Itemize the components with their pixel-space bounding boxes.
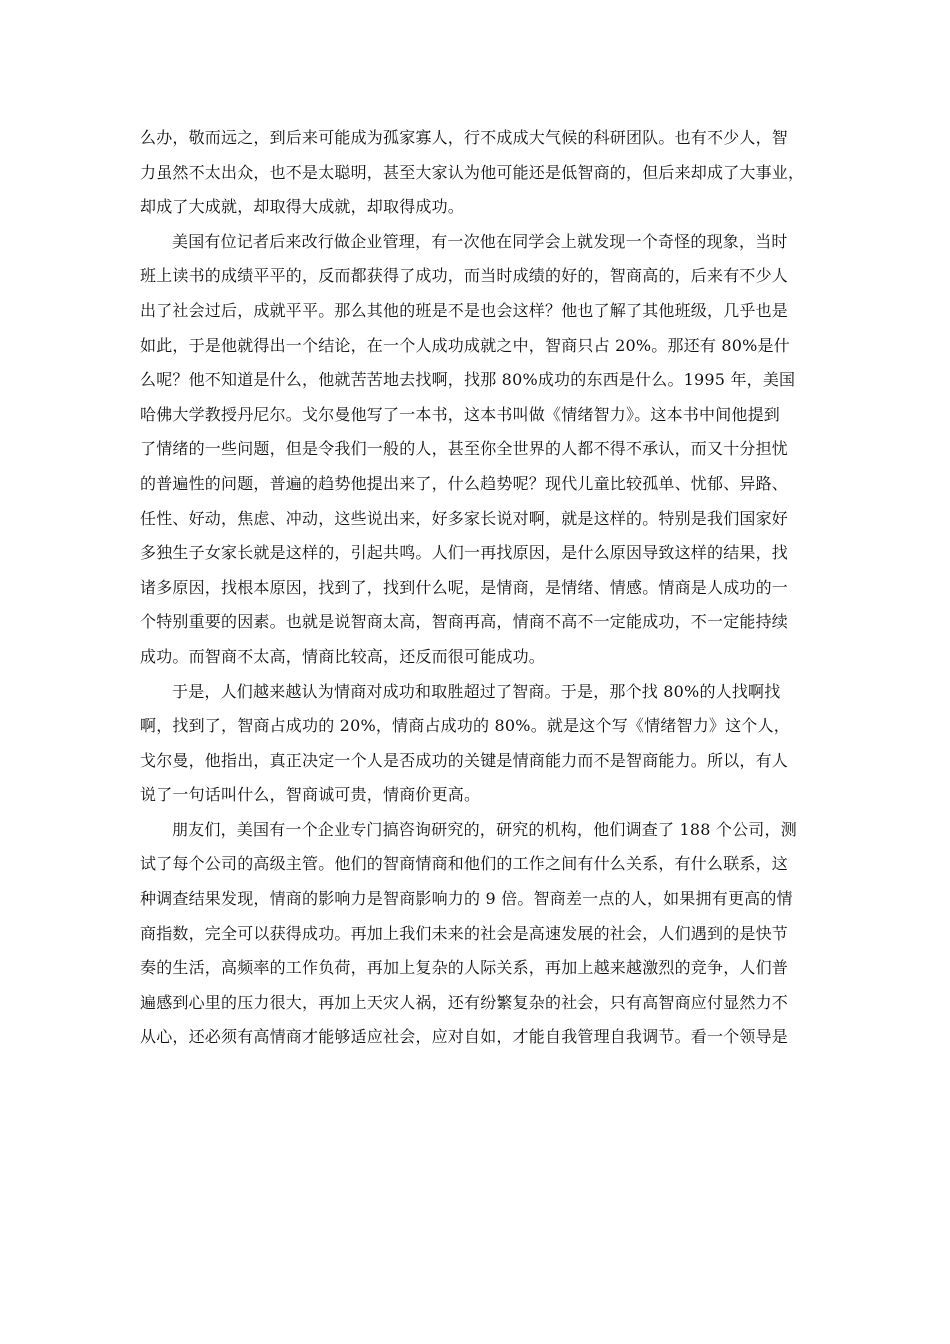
text-line: 遍感到心里的压力很大，再加上天灾人祸，还有纷繁复杂的社会，只有高智商应付显然力不 (140, 992, 789, 1012)
text-line: 种调查结果发现，情商的影响力是智商影响力的 9 倍。智商差一点的人，如果拥有更高的情 (140, 889, 793, 909)
text-line: 戈尔曼，他指出，真正决定一个人是否成功的关键是情商能力而不是智商能力。所以，有人 (140, 750, 789, 770)
text-line: 么办，敬而远之，到后来可能成为孤家寡人，行不成成大气候的科研团队。也有不少人，智 (140, 128, 789, 147)
paragraph-start-line: 于是，人们越来越认为情商对成功和取胜超过了智商。于是，那个找 80%的人找啊找 (172, 681, 781, 701)
text-line: 的普遍性的问题，普遍的趋势他提出来了，什么趋势呢？现代儿童比较孤单、忧郁、异路、 (140, 473, 789, 493)
text-line: 哈佛大学教授丹尼尔。戈尔曼他写了一本书，这本书叫做《情绪智力》。这本书中间他提到 (140, 404, 781, 424)
text-line: 了情绪的一些问题，但是令我们一般的人，甚至你全世界的人都不得不承认，而又十分担忧 (140, 439, 789, 459)
text-line: 商指数，完全可以获得成功。再加上我们未来的社会是高速发展的社会，人们遇到的是快节 (140, 923, 789, 943)
text-line: 出了社会过后，成就平平。那么其他的班是不是也会这样？他也了解了其他班级，几乎也是 (140, 300, 789, 320)
text-line: 任性、好动，焦虑、冲动，这些说出来，好多家长说对啊，就是这样的。特别是我们国家好 (140, 508, 789, 528)
text-line: 试了每个公司的高级主管。他们的智商情商和他们的工作之间有什么关系，有什么联系，这 (140, 854, 789, 874)
document-body (140, 121, 815, 1055)
text-line: 诸多原因，找根本原因，找到了，找到什么呢，是情商，是情绪、情感。情商是人成功的一 (140, 577, 789, 597)
text-line: 说了一句话叫什么，智商诚可贵，情商价更高。 (140, 785, 481, 805)
text-line: 如此，于是他就得出一个结论，在一个人成功成就之中，智商只占 20%。那还有 80%是什 (140, 335, 790, 355)
text-line: 么呢？他不知道是什么，他就苦苦地去找啊，找那 80%成功的东西是什么。1995 年，美国 (140, 370, 796, 390)
text-line: 成功。而智商不太高，情商比较高，还反而很可能成功。 (140, 646, 546, 666)
paragraph-start-line: 美国有位记者后来改行做企业管理，有一次他在同学会上就发现一个奇怪的现象，当时 (172, 231, 788, 251)
text-line: 个特别重要的因素。也就是说智商太高，智商再高，情商不高不一定能成功，不一定能持续 (140, 612, 789, 632)
text-line: 从心，还必须有高情商才能够适应社会，应对自如，才能自我管理自我调节。看一个领导是 (140, 1027, 789, 1047)
text-line: 却成了大成就，却取得大成就，却取得成功。 (140, 197, 465, 217)
text-line: 多独生子女家长就是这样的，引起共鸣。人们一再找原因，是什么原因导致这样的结果，找 (140, 543, 789, 563)
text-line: 班上读书的成绩平平的，反而都获得了成功，而当时成绩的好的，智商高的，后来有不少人 (140, 266, 789, 286)
text-line: 力虽然不太出众，也不是太聪明，甚至大家认为他可能还是低智商的，但后来却成了大事业， (140, 162, 805, 182)
text-line: 奏的生活，高频率的工作负荷，再加上复杂的人际关系，再加上越来越激烈的竞争，人们普 (140, 958, 789, 978)
paragraph-start-line: 朋友们，美国有一个企业专门搞咨询研究的，研究的机构，他们调查了 188 个公司，测 (172, 819, 797, 839)
text-line: 啊，找到了，智商占成功的 20%，情商占成功的 80%。就是这个写《情绪智力》这个人， (140, 716, 790, 736)
